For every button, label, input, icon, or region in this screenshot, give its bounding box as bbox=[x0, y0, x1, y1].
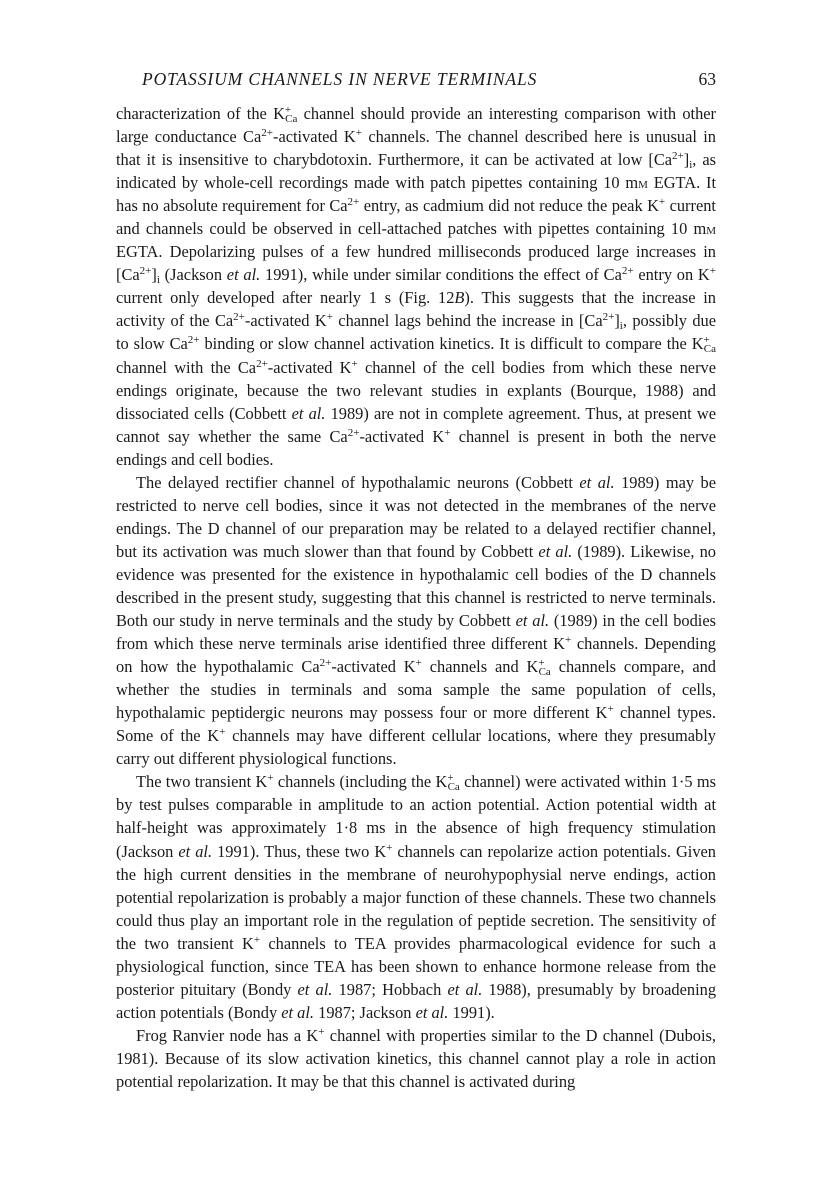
body-text bbox=[116, 102, 716, 1093]
paragraph-2: The delayed rectifier channel of hypothalamic neurons (Cobbett et al. 1989) may be restricted to nerve cell bodies, since it was not detected in the membranes of the nerve endings. The D channel of our preparation may be related to a delayed rectifier channel, but its activation was much slower than that found by Cobbett et al. (1989). Likewise, no evidence was presented for the existence in hypothalamic cell bodies of the D channels described in the present study, suggesting that this channel is restricted to nerve terminals. Both our study in nerve terminals and the study by Cobbett et al. (1989) in the cell bodies from which these nerve terminals arise identified three different K+ channels. Depending on how the hypothalamic $Ca^{2+}$-activated K+ channels and $K^+_{Ca}$ channels compare, and whether the studies in terminals and soma sample the same population of cells, hypothalamic peptidergic neurons may possess four or more different K+ channel types. Some of the K+ channels may have different cellular locations, where they presumably carry out different physiological functions. bbox=[116, 472, 717, 769]
running-title: POTASSIUM CHANNELS IN NERVE TERMINALS bbox=[142, 69, 538, 89]
paragraph-4: Frog Ranvier node has a K+ channel with properties similar to the D channel (Dubois, 1981). Because of its slow activation kinetics, this channel cannot play a role in action potential repolarization. It may be that this channel is activated during bbox=[116, 1025, 716, 1091]
paragraph-3: The two transient K+ channels (including the $K^+_{Ca}$ channel) were activated within 1·5 ms by test pulses comparable in amplitude to an action potential. Action potential width at half-height was approximately 1·8 ms in the absence of high frequency stimulation (Jackson et al. 1991). Thus, these two K+ channels can repolarize action potentials. Given the high current densities in the membrane of neurohypophysial nerve endings, action potential repolarization is probably a major function of these channels. These two channels could thus play an important role in the regulation of peptide secretion. The sensitivity of the two transient K+ channels to TEA provides pharmacological evidence for such a physiological function, since TEA has been shown to enhance hormone release from the posterior pituitary (Bondy et al. 1987; Hobbach et al. 1988), presumably by broadening action potentials (Bondy et al. 1987; Jackson et al. 1991). bbox=[116, 772, 717, 1022]
page-number: 63 bbox=[698, 69, 716, 89]
running-header bbox=[116, 69, 716, 91]
paragraph-1: characterization of the $K^+_{Ca}$ channel should provide an interesting comparison with other large conductance $Ca^{2+}$-activated K+ channels. The channel described here is unusual in that it is insensitive to charybdotoxin. Furthermore, it can be activated at low $[Ca^{2+}]_i$, as indicated by whole-cell recordings made with patch pipettes containing 10 mm EGTA. It has no absolute requirement for $Ca^{2+}$ entry, as cadmium did not reduce the peak K+ current and channels could be observed in cell-attached patches with pipettes containing 10 mm EGTA. Depolarizing pulses of a few hundred milliseconds produced large increases in $[Ca^{2+}]_i$ (Jackson et al. 1991), while under similar conditions the effect of $Ca^{2+}$ entry on K+ current only developed after nearly 1 s (Fig. 12B). This suggests that the increase in activity of the $Ca^{2+}$-activated K+ channel lags behind the increase in $[Ca^{2+}]_i$, possibly due to slow $Ca^{2+}$ binding or slow channel activation kinetics. It is difficult to compare the $K^+_{Ca}$ channel with the $Ca^{2+}$-activated K+ channel of the cell bodies from which these nerve endings originate, because the two relevant studies in explants (Bourque, 1988) and dissociated cells (Cobbett et al. 1989) are not in complete agreement. Thus, at present we cannot say whether the same $Ca^{2+}$-activated K+ channel is present in both the nerve endings and cell bodies. bbox=[116, 104, 717, 469]
